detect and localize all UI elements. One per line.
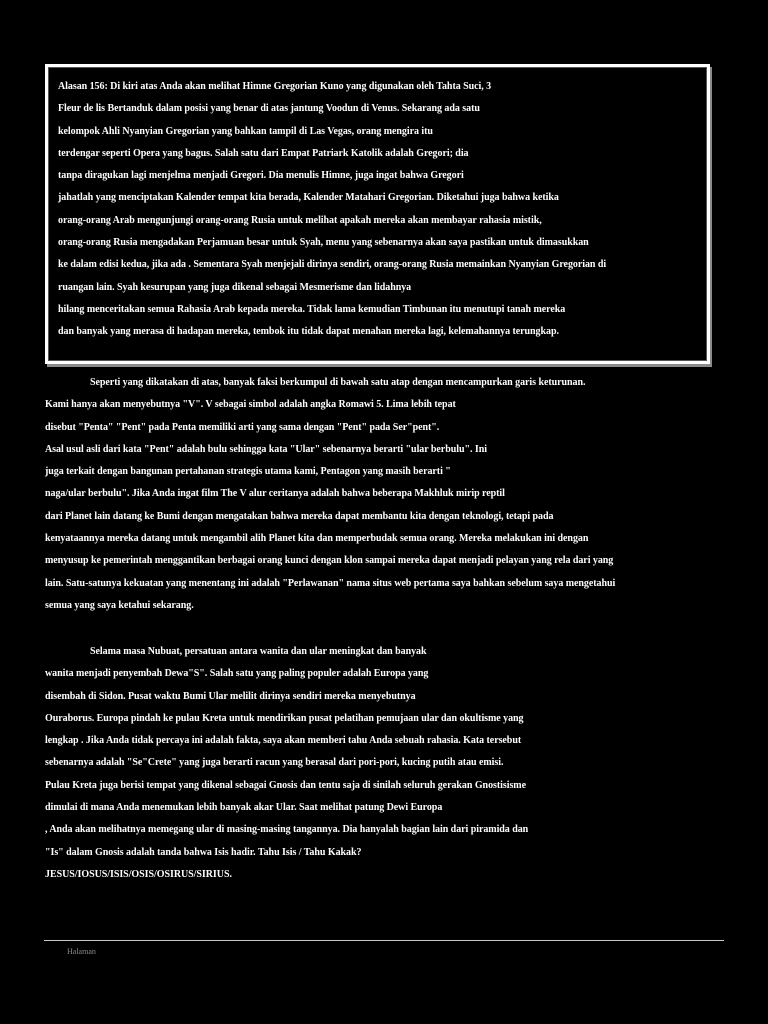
text-line: dimulai di mana Anda menemukan lebih banyak akar Ular. Saat melihat patung Dewi Europa	[45, 802, 443, 814]
text-line: "Is" dalam Gnosis adalah tanda bahwa Isis hadir. Tahu Isis / Tahu Kakak?	[45, 846, 362, 858]
text-line: orang-orang Arab mengunjungi orang-orang Rusia untuk melihat apakah mereka akan membayar rahasia mistik,	[58, 214, 542, 226]
text-line: Kami hanya akan menyebutnya "V". V sebagai simbol adalah angka Romawi 5. Lima lebih tepat	[45, 399, 456, 411]
footer-divider	[44, 940, 724, 941]
text-line: dari Planet lain datang ke Bumi dengan mengatakan bahwa mereka dapat membantu kita dengan teknologi, tetapi pada	[45, 510, 554, 522]
text-line: sebenarnya adalah "Se"Crete" yang juga berarti racun yang berasal dari pori-pori, kucing putih atau emisi.	[45, 757, 504, 769]
quote-box-text	[58, 76, 708, 344]
text-line: disembah di Sidon. Pusat waktu Bumi Ular melilit dirinya sendiri mereka menyebutnya	[45, 690, 416, 702]
footer-page-label: Halaman	[67, 947, 96, 956]
text-line: jahatlah yang menciptakan Kalender tempat kita berada, Kalender Matahari Gregorian. Diketahui juga bahwa ketika	[58, 192, 559, 204]
text-line: terdengar seperti Opera yang bagus. Salah satu dari Empat Patriark Katolik adalah Gregori; dia	[58, 147, 469, 159]
text-line: lengkap . Jika Anda tidak percaya ini adalah fakta, saya akan memberi tahu Anda sebuah rahasia. Kata tersebut	[45, 735, 522, 747]
text-line: JESUS/IOSUS/ISIS/OSIS/OSIRUS/SIRIUS.	[45, 868, 232, 880]
text-line: kelompok Ahli Nyanyian Gregorian yang bahkan tampil di Las Vegas, orang mengira itu	[58, 125, 433, 137]
text-line: juga terkait dengan bangunan pertahanan strategis utama kami, Pentagon yang masih berarti "	[45, 466, 451, 478]
text-line: orang-orang Rusia mengadakan Perjamuan besar untuk Syah, menu yang sebenarnya akan saya pastikan untuk dimasukkan	[58, 237, 589, 249]
text-line: naga/ular berbulu". Jika Anda ingat film The V alur ceritanya adalah bahwa beberapa Makhluk mirip reptil	[45, 488, 505, 500]
text-line: semua yang saya ketahui sekarang.	[45, 599, 194, 611]
text-line: lain. Satu-satunya kekuatan yang menentang ini adalah "Perlawanan" nama situs web pertama saya bahkan sebelum saya mengetahui	[45, 577, 616, 589]
text-line: hilang menceritakan semua Rahasia Arab kepada mereka. Tidak lama kemudian Timbunan itu menutupi tanah mereka	[58, 303, 566, 315]
text-line: Asal usul asli dari kata "Pent" adalah bulu sehingga kata "Ular" sebenarnya berarti "ular berbulu". Ini	[45, 443, 487, 455]
text-line: Fleur de lis Bertanduk dalam posisi yang benar di atas jantung Voodun di Venus. Sekarang ada satu	[58, 103, 480, 115]
quote-box	[45, 64, 710, 364]
text-line: wanita menjadi penyembah Dewa"S". Salah satu yang paling populer adalah Europa yang	[45, 668, 429, 680]
text-line: ruangan lain. Syah kesurupan yang juga dikenal sebagai Mesmerisme dan lidahnya	[58, 281, 412, 293]
text-line: kenyataannya mereka datang untuk mengambil alih Planet kita dan memperbudak semua orang. Mereka melakukan ini dengan	[45, 533, 589, 545]
paragraph-1	[45, 372, 735, 617]
text-line: Alasan 156: Di kiri atas Anda akan melihat Himne Gregorian Kuno yang digunakan oleh Tahta Suci, 3	[58, 81, 492, 92]
text-line: disebut "Penta" "Pent" pada Penta memiliki arti yang sama dengan "Pent" pada Ser"pent".	[45, 421, 440, 433]
text-line: Pulau Kreta juga berisi tempat yang dikenal sebagai Gnosis dan tentu saja di sinilah seluruh gerakan Gnostisisme	[45, 779, 526, 791]
text-line: ke dalam edisi kedua, jika ada . Sementara Syah menjejali dirinya sendiri, orang-orang Rusia memainkan Nyanyian Gregorian di	[58, 259, 607, 271]
text-line: , Anda akan melihatnya memegang ular di masing-masing tangannya. Dia hanyalah bagian lain dari piramida dan	[45, 824, 529, 836]
paragraph-2	[45, 641, 735, 886]
text-line: dan banyak yang merasa di hadapan mereka, tembok itu tidak dapat menahan mereka lagi, kelemahannya terungkap.	[58, 326, 559, 338]
text-line: Ouraborus. Europa pindah ke pulau Kreta untuk mendirikan pusat pelatihan pemujaan ular dan okultisme yang	[45, 712, 524, 724]
text-line: tanpa diragukan lagi menjelma menjadi Gregori. Dia menulis Himne, juga ingat bahwa Gregori	[58, 170, 464, 182]
text-line: Seperti yang dikatakan di atas, banyak faksi berkumpul di bawah satu atap dengan mencampurkan garis keturunan.	[90, 377, 586, 388]
text-line: menyusup ke pemerintah menggantikan berbagai orang kunci dengan klon sampai mereka dapat menjadi pelayan yang rela dari yang	[45, 555, 614, 567]
text-line: Selama masa Nubuat, persatuan antara wanita dan ular meningkat dan banyak	[90, 646, 427, 657]
